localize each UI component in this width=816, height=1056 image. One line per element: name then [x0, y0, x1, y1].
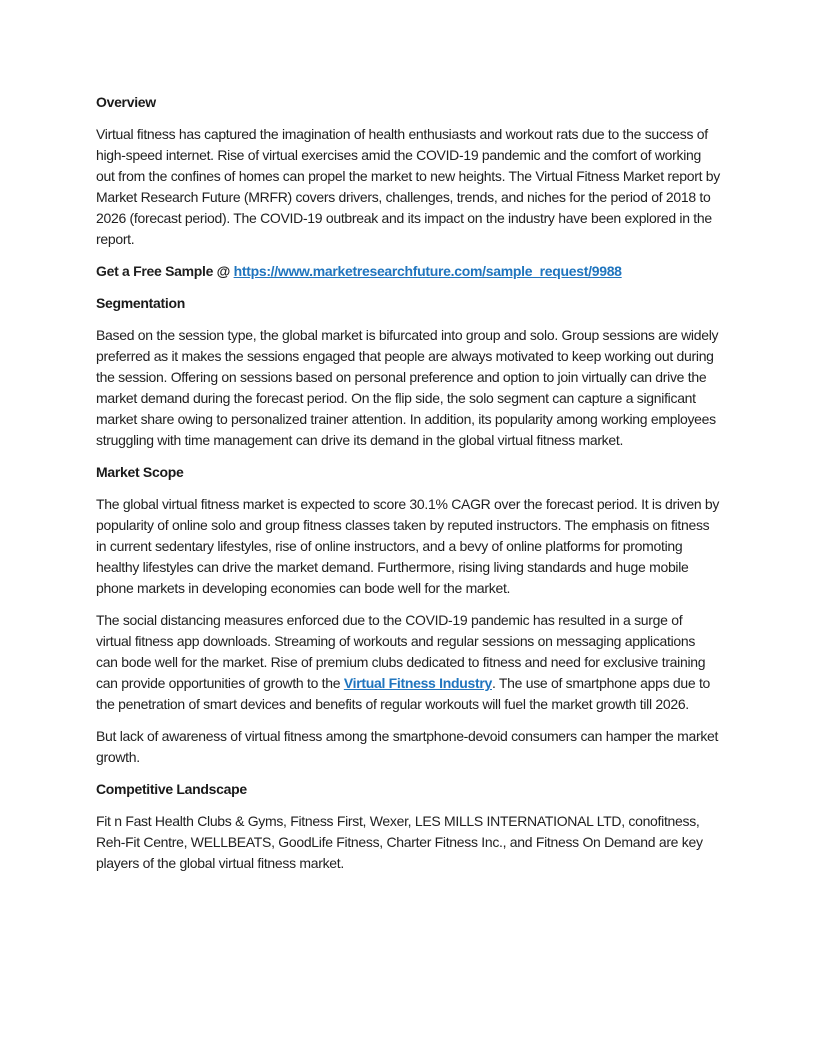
social-distancing-text-pre: The social distancing measures enforced due to the COVID-19 pandemic has resulted in a surge of virtual fitness app downloads. Streaming of workouts and regular sessions on messaging applications can bode well for the market. Rise of premium clubs dedicated to fitness and need for exclusive training can provide opportunities of growth to the: [96, 612, 706, 691]
paragraph-segmentation: Based on the session type, the global market is bifurcated into group and solo. Group sessions are widely preferred as it makes the sessions engaged that people are always motivated to keep working out during the session. Offering on sessions based on personal preference and option to join virtually can drive the market demand during the forecast period. On the flip side, the solo segment can capture a significant market share owing to personalized trainer attention. In addition, its popularity among working employees struggling with time management can drive its demand in the global virtual fitness market.: [96, 327, 719, 448]
paragraph-awareness-hamper: But lack of awareness of virtual fitness among the smartphone-devoid consumers can hamper the market growth.: [96, 728, 719, 765]
paragraph-social-distancing: [96, 610, 720, 715]
heading-market-scope: Market Scope: [96, 464, 184, 480]
paragraph-overview: Virtual fitness has captured the imagination of health enthusiasts and workout rats due to the success of high-speed internet. Rise of virtual exercises amid the COVID-19 pandemic and the comfort of working out from the confines of homes can propel the market to new heights. The Virtual Fitness Market report by Market Research Future (MRFR) covers drivers, challenges, trends, and niches for the period of 2018 to 2026 (forecast period). The COVID-19 outbreak and its impact on the industry have been explored in the report.: [96, 126, 720, 247]
paragraph-competitive-landscape: Fit n Fast Health Clubs & Gyms, Fitness First, Wexer, LES MILLS INTERNATIONAL LTD, conofitness, Reh-Fit Centre, WELLBEATS, GoodLife Fitness, Charter Fitness Inc., and Fitness On Demand are key players of the global virtual fitness market.: [96, 813, 703, 871]
heading-segmentation: Segmentation: [96, 295, 185, 311]
virtual-fitness-industry-link[interactable]: Virtual Fitness Industry: [343, 675, 492, 691]
paragraph-free-sample: [96, 261, 720, 282]
heading-competitive-landscape: Competitive Landscape: [96, 781, 247, 797]
social-distancing-text-post: . The use of smartphone apps due to the penetration of smart devices and benefits of regular workouts will fuel the market growth till 2026.: [96, 675, 711, 712]
paragraph-market-scope: The global virtual fitness market is expected to score 30.1% CAGR over the forecast period. It is driven by popularity of online solo and group fitness classes taken by reputed instructors. The emphasis on fitness in current sedentary lifestyles, rise of online instructors, and a bevy of online platforms for promoting healthy lifestyles can drive the market demand. Furthermore, rising living standards and huge mobile phone markets in developing economies can bode well for the market.: [96, 496, 720, 596]
heading-overview: Overview: [96, 94, 156, 110]
free-sample-label: Get a Free Sample @: [96, 263, 234, 279]
sample-request-link[interactable]: https://www.marketresearchfuture.com/sample_request/9988: [233, 263, 622, 279]
